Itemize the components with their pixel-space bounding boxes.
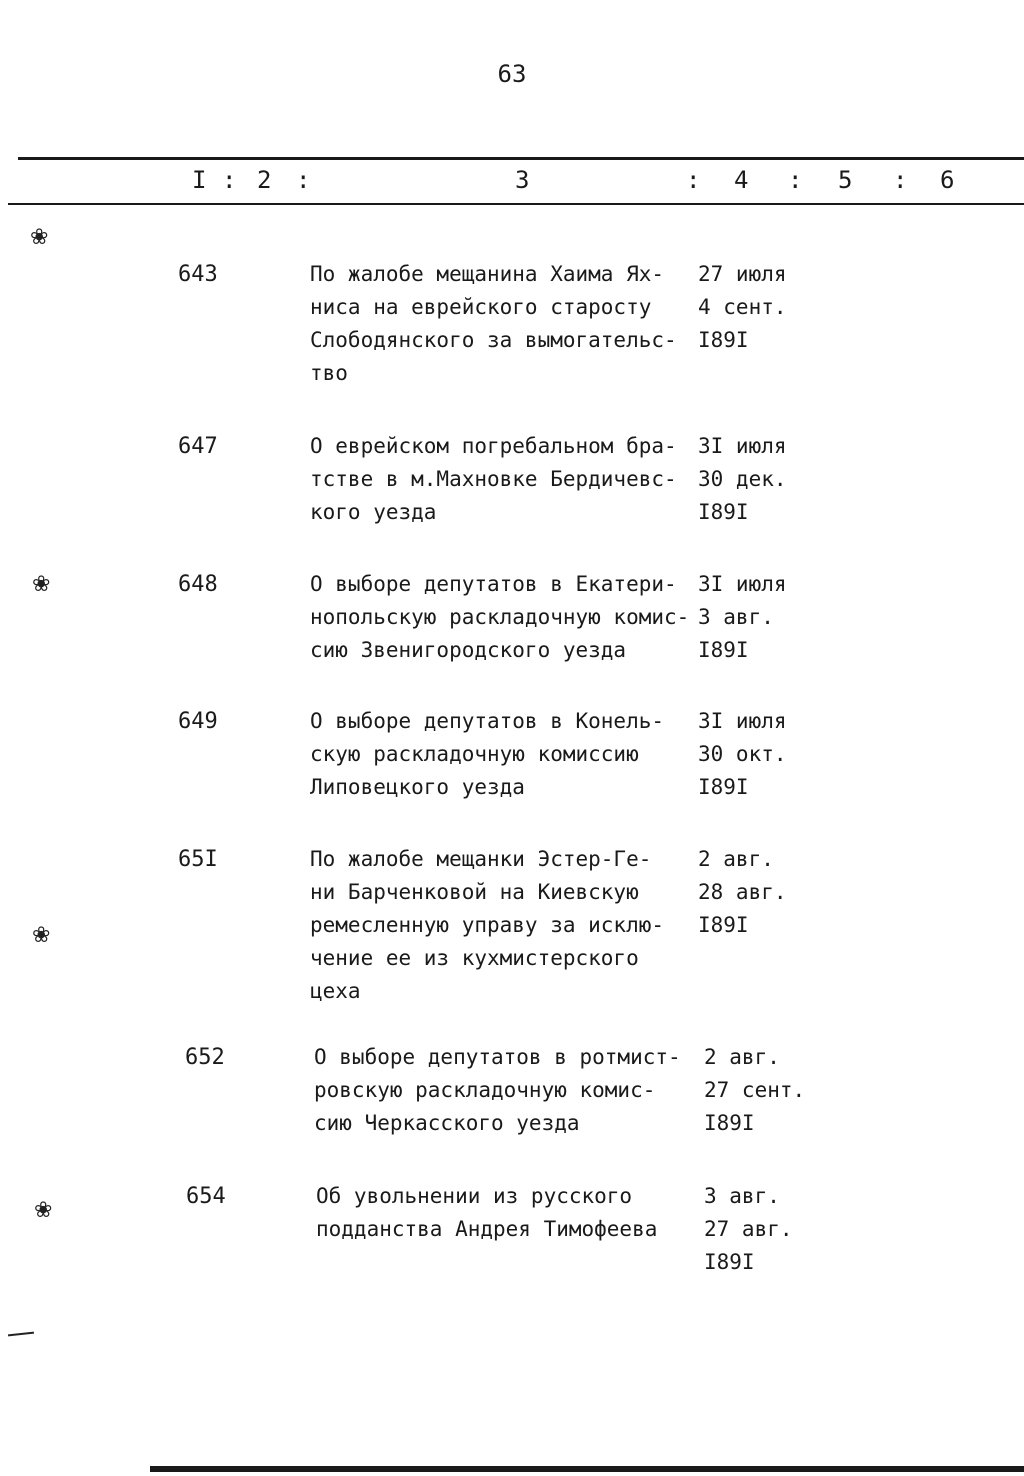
row-number: 648 bbox=[178, 572, 218, 597]
row-title-line: цеха bbox=[310, 979, 361, 1003]
row-date-start: 3I июля bbox=[698, 709, 787, 733]
row-title-line: чение ее из кухмистерского bbox=[310, 946, 639, 970]
header-separator: : bbox=[788, 166, 803, 194]
row-title bbox=[310, 258, 705, 390]
row-date-year: I89I bbox=[698, 328, 749, 352]
top-rule bbox=[18, 157, 1024, 160]
header-col-6: 6 bbox=[940, 166, 955, 194]
page-number: 63 bbox=[497, 60, 527, 88]
row-date-year: I89I bbox=[704, 1250, 755, 1274]
header-rule bbox=[8, 203, 1024, 205]
scan-mark-icon: ❀ bbox=[30, 225, 49, 250]
row-date-year: I89I bbox=[704, 1111, 755, 1135]
row-dates bbox=[698, 430, 787, 529]
header-col-4: 4 bbox=[734, 166, 749, 194]
header-col-2: 2 bbox=[257, 166, 272, 194]
row-title bbox=[310, 430, 705, 529]
row-date-end: 4 сент. bbox=[698, 295, 787, 319]
row-dates bbox=[698, 258, 787, 357]
row-date-year: I89I bbox=[698, 913, 749, 937]
row-title-line: О выборе депутатов в ротмист- bbox=[314, 1045, 681, 1069]
row-title bbox=[310, 705, 705, 804]
row-title-line: сию Звенигородского уезда bbox=[310, 638, 627, 662]
row-title bbox=[310, 843, 705, 1008]
row-title-line: О выборе депутатов в Екатери- bbox=[310, 572, 677, 596]
header-separator: : bbox=[686, 166, 701, 194]
row-title-line: Липовецкого уезда bbox=[310, 775, 525, 799]
row-title-line: О еврейском погребальном бра- bbox=[310, 434, 677, 458]
row-title-line: ни Барченковой на Киевскую bbox=[310, 880, 639, 904]
row-title bbox=[314, 1041, 709, 1140]
header-separator: : bbox=[893, 166, 908, 194]
row-date-start: 2 авг. bbox=[698, 847, 774, 871]
row-title bbox=[316, 1180, 711, 1246]
row-title-line: подданства Андрея Тимофеева bbox=[316, 1217, 658, 1241]
row-date-end: 27 авг. bbox=[704, 1217, 793, 1241]
row-title-line: тстве в м.Махновке Бердичевс- bbox=[310, 467, 677, 491]
row-title-line: Об увольнении из русского bbox=[316, 1184, 633, 1208]
row-date-year: I89I bbox=[698, 500, 749, 524]
scan-edge-mark bbox=[8, 1332, 34, 1337]
scan-mark-icon: ❀ bbox=[34, 1198, 53, 1223]
row-date-year: I89I bbox=[698, 775, 749, 799]
row-dates bbox=[704, 1180, 793, 1279]
row-title-line: По жалобе мещанки Эстер-Ге- bbox=[310, 847, 652, 871]
row-number: 643 bbox=[178, 262, 218, 287]
header-separator: : bbox=[296, 166, 311, 194]
row-dates bbox=[698, 705, 787, 804]
row-title-line: тво bbox=[310, 361, 348, 385]
header-col-5: 5 bbox=[838, 166, 853, 194]
row-title-line: скую раскладочную комиссию bbox=[310, 742, 639, 766]
scan-mark-icon: ❀ bbox=[32, 572, 51, 597]
row-date-start: 2 авг. bbox=[704, 1045, 780, 1069]
row-title-line: нопольскую раскладочную комис- bbox=[310, 605, 690, 629]
row-dates bbox=[698, 568, 787, 667]
row-dates bbox=[698, 843, 787, 942]
row-title-line: кого уезда bbox=[310, 500, 437, 524]
row-date-end: 30 окт. bbox=[698, 742, 787, 766]
header-col-1: I bbox=[192, 166, 207, 194]
row-date-start: 3I июля bbox=[698, 572, 787, 596]
row-title bbox=[310, 568, 705, 667]
row-title-line: О выборе депутатов в Конель- bbox=[310, 709, 665, 733]
row-date-start: 27 июля bbox=[698, 262, 787, 286]
header-separator: : bbox=[222, 166, 237, 194]
row-number: 652 bbox=[185, 1045, 225, 1070]
row-number: 647 bbox=[178, 434, 218, 459]
row-date-end: 28 авг. bbox=[698, 880, 787, 904]
row-title-line: ниса на еврейского старосту bbox=[310, 295, 652, 319]
row-title-line: сию Черкасского уезда bbox=[314, 1111, 580, 1135]
row-number: 649 bbox=[178, 709, 218, 734]
row-title-line: По жалобе мещанина Хаима Ях- bbox=[310, 262, 665, 286]
header-col-3: 3 bbox=[515, 166, 530, 194]
row-date-end: 27 сент. bbox=[704, 1078, 806, 1102]
row-number: 654 bbox=[186, 1184, 226, 1209]
row-title-line: Слободянского за вымогательс- bbox=[310, 328, 677, 352]
row-date-year: I89I bbox=[698, 638, 749, 662]
row-title-line: ремесленную управу за исклю- bbox=[310, 913, 665, 937]
row-date-end: 3 авг. bbox=[698, 605, 774, 629]
row-date-start: 3 авг. bbox=[704, 1184, 780, 1208]
row-number: 65I bbox=[178, 847, 218, 872]
row-dates bbox=[704, 1041, 805, 1140]
row-date-start: 3I июля bbox=[698, 434, 787, 458]
scan-mark-icon: ❀ bbox=[32, 923, 51, 948]
row-title-line: ровскую раскладочную комис- bbox=[314, 1078, 656, 1102]
row-date-end: 30 дек. bbox=[698, 467, 787, 491]
bottom-rule bbox=[150, 1466, 1024, 1472]
